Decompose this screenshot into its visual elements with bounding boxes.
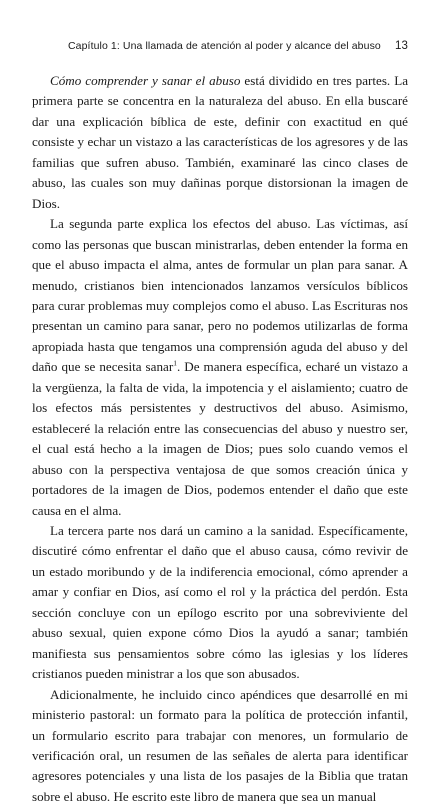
footnote-reference: 1	[173, 358, 177, 368]
paragraph-4: Adicionalmente, he incluido cinco apéndices que desarrollé en mi ministerio pastoral: un formato para la política de protección infantil, un formulario escrito para trabajar con menores, un formulario de verificación oral, un resumen de las señales de alerta para identificar agresores potenciales y una lista de los pasajes de la Biblia que tratan sobre el abuso. He escrito este libro de manera que sea un manual	[32, 686, 408, 804]
paragraph-1-text: está dividido en tres partes. La primera parte se concentra en la naturaleza del abuso. En ella buscaré dar una explicación bíblica de este, definir con exactitud en qué consiste y echar un vistazo a las características de los agresores y de las familias que sufren abuso. También, examinaré las cinco clases de abuso, las cuales son muy dañinas porque distorsionan la imagen de Dios.	[32, 73, 408, 211]
running-title: Capítulo 1: Una llamada de atención al poder y alcance del abuso	[68, 40, 381, 52]
book-title: Cómo comprender y sanar el abuso	[50, 73, 241, 88]
paragraph-3: La tercera parte nos dará un camino a la sanidad. Específicamente, discutiré cómo enfrentar el daño que el abuso causa, cómo revivir de un estado moribundo y de la indiferencia emocional, cómo aprender a amar y confiar en Dios, así como el rol y la práctica del perdón. Esta sección concluye con un epílogo escrito por una sobreviviente del abuso sexual, quien expone cómo Dios la ayudó a sanar; también manifiesta sus pensamientos sobre cómo las iglesias y los líderes cristianos pueden ministrar a los que son abusados.	[32, 522, 408, 682]
page-header	[68, 40, 408, 52]
body-text	[32, 71, 408, 807]
paragraph-1	[32, 71, 408, 214]
paragraph-2-text-before-note: La segunda parte explica los efectos del abuso. Las víctimas, así como las personas que buscan ministrarlas, deben entender la forma en que el abuso impacta el alma, antes de formular un plan para sanar. A menudo, cristianos bien intencionados lanzamos versículos bíblicos para curar problemas muy complejos como el abuso. Las Escrituras nos presentan un camino para sanar, pero no podemos utilizarlas de forma apropiada hasta que tengamos una comprensión aguda del abuso y del daño que se necesita sanar	[32, 216, 408, 375]
paragraph-2	[32, 214, 408, 521]
paragraph-2-text-after-note: . De manera específica, echaré un vistazo a la vergüenza, la falta de vida, la impotencia y el aislamiento; cuatro de los efectos más persistentes y destructivos del abuso. Asimismo, estableceré la relación entre las consecuencias del abuso y nuestro ser, el cual está hecho a la imagen de Dios; pues solo cuando vemos el abuso con la perspectiva ventajosa de que somos creación única y portadores de la imagen de Dios, podemos entender el daño que este causa en el alma.	[32, 359, 408, 518]
page-number: 13	[395, 40, 408, 52]
